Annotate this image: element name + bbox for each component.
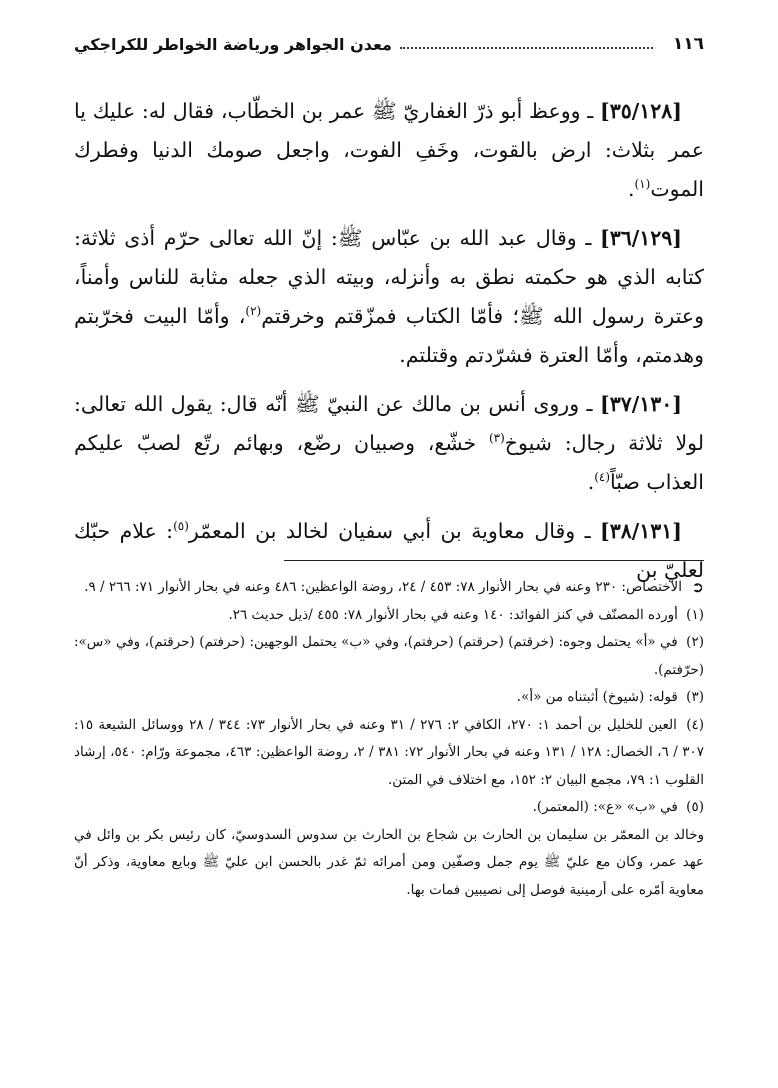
hadith-number: [٣٧/١٣٠]: [600, 392, 682, 416]
footnote-number: (٥): [686, 799, 704, 815]
footnote-text: قوله: (شيوخ) أثبتناه من «أ».: [516, 689, 678, 705]
footnote-text: في «ب» «ع»: (المعتمر).: [532, 799, 678, 815]
hadith-paragraph: [74, 92, 704, 209]
hadith-text: : علام حبّك لعليّ بن: [74, 519, 704, 582]
footnote-mark[interactable]: (٢): [245, 304, 262, 319]
hadith-text: ـ وقال عبد الله بن عبّاس ﷺ: إنّ الله تعالى حرّم أذى ثلاثة: كتابه الذي هو حكمته نطق به وأنزله، وبيته الذي جعله مثابة للناس وأمناً، وعترة رسول الله ﷺ؛ فأمّا الكتاب فمزّقتم وخرقتم: [74, 226, 705, 328]
footnote-continuation: [74, 574, 704, 602]
hadith-paragraph: [74, 219, 704, 375]
footnote-text: في «أ» يحتمل وجوه: (خرقتم) (حرقتم) (حرفتم)، وفي «ب» يحتمل الوجهين: (حرفتم) (حرقتم)، وفي «س»: (حرّفتم).: [74, 634, 704, 678]
footnote: [74, 794, 704, 822]
footnote-number: (٢): [686, 634, 704, 650]
footnote: [74, 602, 704, 630]
footnote-detail: وخالد بن المعمّر بن سليمان بن الحارث بن شجاع بن الحارث بن سدوس السدوسيّ، كان رئيس بكر بن وائل في عهد عمر، وكان مع عليّ ﷺ يوم جمل وصفّين ومن أمرائه ثمّ غدر بالحسن ابن عليّ ﷺ وبايع معاوية، وذكر أنّ معاوية أمّره على أرمينية فوصل إلى نصيبين فمات بها.: [74, 826, 704, 898]
footnote-separator: [284, 560, 704, 561]
footnote-number: (٤): [686, 716, 705, 733]
hadith-text: ـ وروى أنس بن مالك عن النبيّ ﷺ أنّه قال: يقول الله تعالى: لولا ثلاثة رجال: شيوخ: [74, 392, 704, 455]
page-number: ١١٦: [672, 34, 704, 54]
running-header: [74, 30, 704, 58]
return-arrow-icon: ➲: [691, 578, 704, 596]
footnote-text: أورده المصنّف في كنز الفوائد: ١٤٠ وعنه في بحار الأنوار ٧٨: ٤٥٥ /ذيل حديث ٢٦.: [228, 606, 678, 623]
book-title: معدن الجواهر ورياضة الخواطر للكراجكي: [74, 34, 392, 54]
hadith-number: [٣٨/١٣١]: [600, 519, 682, 543]
footnote-mark[interactable]: (١): [634, 177, 651, 192]
hadith-text: خشّع، وصبيان رضّع، وبهائم رتّع لصبّ عليكم العذاب صبّاً: [74, 431, 704, 494]
header-dot-leader: [400, 47, 653, 49]
footnote-mark[interactable]: (٥): [173, 519, 189, 534]
hadith-text: .: [627, 177, 635, 201]
hadith-paragraph: [74, 385, 704, 502]
footnote-mark[interactable]: (٤): [594, 470, 611, 485]
footnote: [74, 684, 704, 712]
footnote-mark[interactable]: (٣): [488, 431, 505, 446]
footnote-number: (٣): [686, 689, 704, 705]
footnote: [74, 712, 704, 795]
hadith-number: [٣٦/١٢٩]: [600, 226, 682, 250]
hadith-number: [٣٥/١٢٨]: [600, 99, 682, 123]
footnote-number: (١): [686, 606, 704, 623]
hadith-text: .: [587, 470, 595, 494]
footnotes: [74, 574, 704, 904]
footnote-text: العين للخليل بن أحمد ١: ٢٧٠، الكافي ٢: ٢٧٦ / ٣١ وعنه في بحار الأنوار ٧٣: ٣٤٤ / ٢٨ ووسائل الشيعة ١٥: ٣٠٧ / ٦، الخصال: ١٢٨ / ١٣١ وعنه في بحار الأنوار ٧٢: ٣٨١ / ٢، روضة الواعظين: ٤٦٣، مجموعة ورّام: ٥٤٠، إرشاد القلوب ١: ٧٩، مجمع البيان ٢: ١٥٢، مع اختلاف في المتن.: [74, 716, 704, 788]
footnote: [74, 629, 704, 684]
hadith-text: ـ ووعظ أبو ذرّ الغفاريّ ﷺ عمر بن الخطّاب، فقال له: عليك يا عمر بثلاث: ارض بالقوت، وخَفِ الفوت، واجعل صومك الدنيا وفطرك الموت: [74, 99, 704, 201]
hadith-text: ـ وقال معاوية بن أبي سفيان لخالد بن المعمّر: [188, 519, 601, 543]
main-text: [74, 92, 704, 590]
hadith-text: ، وأمّا البيت فخرّبتم وهدمتم، وأمّا العترة فشرّدتم وقتلتم.: [74, 304, 704, 367]
footnote-text: الاختصاص: ٢٣٠ وعنه في بحار الأنوار ٧٨: ٤٥٣ / ٢٤، روضة الواعظين: ٤٨٦ وعنه في بحار الأنوار ٧١: ٢٦٦ / ٩.: [84, 579, 682, 595]
